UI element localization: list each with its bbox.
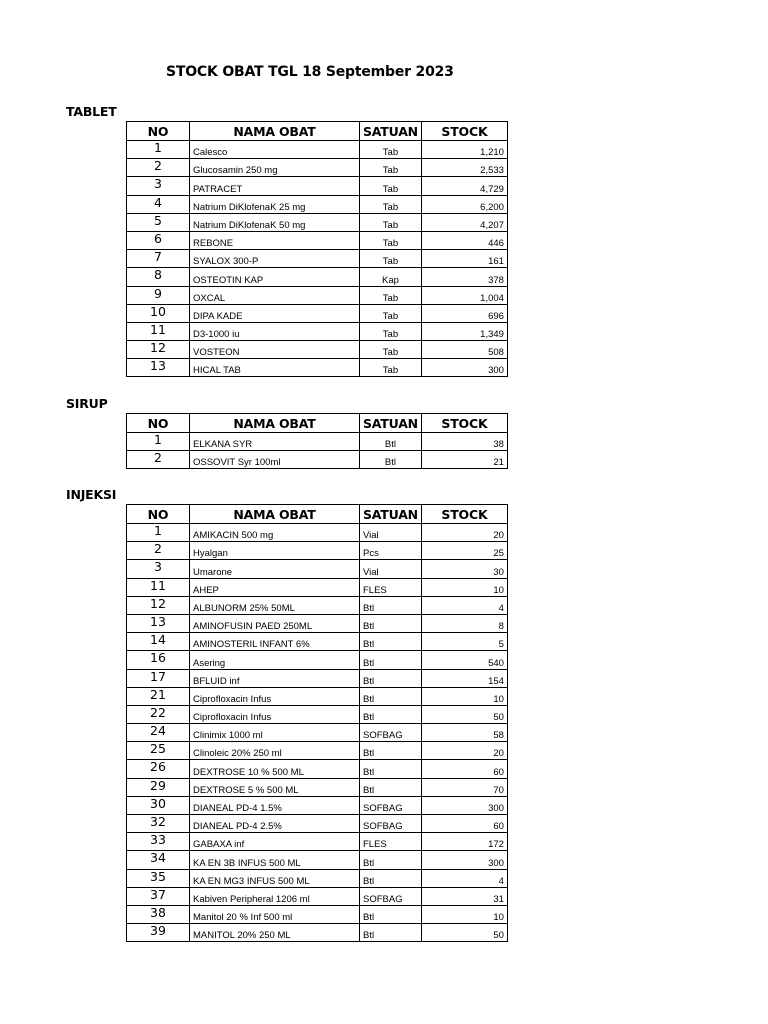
table-row	[127, 614, 508, 632]
cell-stock: 2,533	[421, 159, 507, 177]
cell-satuan: Tab	[360, 159, 422, 177]
cell-nama-obat: MANITOL 20% 250 ML	[190, 924, 360, 942]
cell-nama-obat: Natrium DiKlofenaK 25 mg	[190, 195, 360, 213]
cell-no: 2	[127, 542, 190, 560]
cell-satuan: Btl	[360, 651, 422, 669]
cell-satuan: SOFBAG	[360, 815, 422, 833]
cell-no: 21	[127, 687, 190, 705]
cell-stock: 8	[421, 614, 507, 632]
table-row	[127, 195, 508, 213]
table-row	[127, 341, 508, 359]
cell-satuan: Btl	[360, 596, 422, 614]
table-row	[127, 524, 508, 542]
cell-satuan: Btl	[360, 851, 422, 869]
table-row	[127, 177, 508, 195]
cell-nama-obat: D3-1000 iu	[190, 322, 360, 340]
cell-nama-obat: DIPA KADE	[190, 304, 360, 322]
cell-satuan: Tab	[360, 304, 422, 322]
cell-no: 1	[127, 524, 190, 542]
cell-no: 4	[127, 195, 190, 213]
cell-stock: 508	[421, 341, 507, 359]
cell-no: 11	[127, 578, 190, 596]
cell-nama-obat: Ciprofloxacin Infus	[190, 705, 360, 723]
table-row	[127, 286, 508, 304]
table-row	[127, 760, 508, 778]
cell-satuan: Btl	[360, 742, 422, 760]
header-no: NO	[127, 122, 190, 141]
cell-no: 7	[127, 250, 190, 268]
cell-satuan: SOFBAG	[360, 724, 422, 742]
cell-stock: 172	[421, 833, 507, 851]
cell-satuan: Tab	[360, 359, 422, 377]
cell-nama-obat: SYALOX 300-P	[190, 250, 360, 268]
cell-stock: 4	[421, 596, 507, 614]
cell-no: 8	[127, 268, 190, 286]
cell-satuan: FLES	[360, 578, 422, 596]
cell-nama-obat: BFLUID inf	[190, 669, 360, 687]
table-header-row	[127, 414, 508, 433]
table-row	[127, 250, 508, 268]
header-no: NO	[127, 414, 190, 433]
cell-stock: 540	[421, 651, 507, 669]
cell-nama-obat: ELKANA SYR	[190, 433, 360, 451]
cell-satuan: Tab	[360, 213, 422, 231]
cell-satuan: Pcs	[360, 542, 422, 560]
cell-satuan: Btl	[360, 869, 422, 887]
cell-stock: 161	[421, 250, 507, 268]
cell-stock: 446	[421, 231, 507, 249]
cell-satuan: Tab	[360, 341, 422, 359]
cell-no: 9	[127, 286, 190, 304]
section-label-sirup: SIRUP	[66, 396, 108, 411]
cell-satuan: Btl	[360, 905, 422, 923]
table-sirup	[126, 413, 508, 469]
cell-no: 13	[127, 359, 190, 377]
cell-nama-obat: Kabiven Peripheral 1206 ml	[190, 887, 360, 905]
cell-nama-obat: Natrium DiKlofenaK 50 mg	[190, 213, 360, 231]
cell-satuan: Tab	[360, 231, 422, 249]
table-row	[127, 433, 508, 451]
cell-satuan: SOFBAG	[360, 796, 422, 814]
cell-satuan: Btl	[360, 778, 422, 796]
cell-no: 3	[127, 177, 190, 195]
cell-satuan: Tab	[360, 286, 422, 304]
table-row	[127, 833, 508, 851]
table-row	[127, 687, 508, 705]
cell-stock: 60	[421, 760, 507, 778]
cell-no: 38	[127, 905, 190, 923]
cell-satuan: Btl	[360, 687, 422, 705]
table-body	[127, 433, 508, 469]
cell-no: 1	[127, 433, 190, 451]
section-label-injeksi: INJEKSI	[66, 487, 117, 502]
cell-satuan: Btl	[360, 614, 422, 632]
cell-no: 12	[127, 341, 190, 359]
table-row	[127, 796, 508, 814]
cell-nama-obat: Hyalgan	[190, 542, 360, 560]
cell-stock: 50	[421, 705, 507, 723]
cell-no: 11	[127, 322, 190, 340]
cell-nama-obat: DIANEAL PD-4 2.5%	[190, 815, 360, 833]
header-nama-obat: NAMA OBAT	[190, 505, 360, 524]
header-no: NO	[127, 505, 190, 524]
table-row	[127, 924, 508, 942]
header-nama-obat: NAMA OBAT	[190, 122, 360, 141]
cell-stock: 4,207	[421, 213, 507, 231]
cell-no: 25	[127, 742, 190, 760]
table-injeksi	[126, 504, 508, 942]
table-row	[127, 542, 508, 560]
cell-no: 29	[127, 778, 190, 796]
table-row	[127, 451, 508, 469]
cell-stock: 31	[421, 887, 507, 905]
cell-no: 5	[127, 213, 190, 231]
cell-no: 30	[127, 796, 190, 814]
table-row	[127, 742, 508, 760]
table-row	[127, 851, 508, 869]
cell-nama-obat: KA EN MG3 INFUS 500 ML	[190, 869, 360, 887]
cell-no: 33	[127, 833, 190, 851]
table-row	[127, 560, 508, 578]
cell-no: 12	[127, 596, 190, 614]
page-title: STOCK OBAT TGL 18 September 2023	[166, 64, 454, 80]
cell-stock: 60	[421, 815, 507, 833]
cell-stock: 20	[421, 742, 507, 760]
cell-stock: 30	[421, 560, 507, 578]
table-row	[127, 322, 508, 340]
cell-no: 13	[127, 614, 190, 632]
cell-no: 32	[127, 815, 190, 833]
table-row	[127, 705, 508, 723]
header-stock: STOCK	[421, 505, 507, 524]
cell-no: 22	[127, 705, 190, 723]
cell-no: 16	[127, 651, 190, 669]
cell-stock: 58	[421, 724, 507, 742]
table-row	[127, 887, 508, 905]
table-row	[127, 815, 508, 833]
cell-nama-obat: OSSOVIT Syr 100ml	[190, 451, 360, 469]
cell-satuan: Btl	[360, 433, 422, 451]
cell-stock: 50	[421, 924, 507, 942]
table-row	[127, 651, 508, 669]
cell-stock: 1,349	[421, 322, 507, 340]
cell-nama-obat: AMINOFUSIN PAED 250ML	[190, 614, 360, 632]
cell-nama-obat: PATRACET	[190, 177, 360, 195]
table-row	[127, 596, 508, 614]
cell-nama-obat: Calesco	[190, 141, 360, 159]
cell-satuan: Tab	[360, 141, 422, 159]
cell-stock: 20	[421, 524, 507, 542]
cell-satuan: Btl	[360, 924, 422, 942]
cell-stock: 5	[421, 633, 507, 651]
cell-no: 2	[127, 451, 190, 469]
cell-nama-obat: Asering	[190, 651, 360, 669]
cell-nama-obat: Clinimix 1000 ml	[190, 724, 360, 742]
cell-satuan: Tab	[360, 250, 422, 268]
cell-nama-obat: VOSTEON	[190, 341, 360, 359]
cell-satuan: Btl	[360, 669, 422, 687]
cell-stock: 4,729	[421, 177, 507, 195]
cell-stock: 10	[421, 687, 507, 705]
cell-stock: 154	[421, 669, 507, 687]
cell-satuan: Vial	[360, 524, 422, 542]
table-row	[127, 231, 508, 249]
section-label-tablet: TABLET	[66, 104, 117, 119]
cell-no: 26	[127, 760, 190, 778]
table-row	[127, 359, 508, 377]
cell-nama-obat: AMIKACIN 500 mg	[190, 524, 360, 542]
cell-satuan: FLES	[360, 833, 422, 851]
cell-nama-obat: DEXTROSE 10 % 500 ML	[190, 760, 360, 778]
header-satuan: SATUAN	[360, 414, 422, 433]
header-stock: STOCK	[421, 414, 507, 433]
cell-satuan: Btl	[360, 705, 422, 723]
cell-nama-obat: Ciprofloxacin Infus	[190, 687, 360, 705]
table-header-row	[127, 505, 508, 524]
cell-no: 39	[127, 924, 190, 942]
cell-no: 34	[127, 851, 190, 869]
cell-no: 1	[127, 141, 190, 159]
table-row	[127, 141, 508, 159]
table-row	[127, 304, 508, 322]
cell-no: 14	[127, 633, 190, 651]
cell-no: 2	[127, 159, 190, 177]
cell-satuan: Btl	[360, 633, 422, 651]
cell-stock: 4	[421, 869, 507, 887]
table-row	[127, 213, 508, 231]
cell-nama-obat: Manitol 20 % Inf 500 ml	[190, 905, 360, 923]
cell-no: 35	[127, 869, 190, 887]
cell-nama-obat: OXCAL	[190, 286, 360, 304]
cell-nama-obat: Umarone	[190, 560, 360, 578]
header-satuan: SATUAN	[360, 122, 422, 141]
cell-stock: 696	[421, 304, 507, 322]
cell-satuan: Tab	[360, 322, 422, 340]
cell-no: 10	[127, 304, 190, 322]
table-body	[127, 141, 508, 377]
cell-stock: 300	[421, 851, 507, 869]
cell-stock: 1,004	[421, 286, 507, 304]
table-header-row	[127, 122, 508, 141]
cell-stock: 300	[421, 359, 507, 377]
cell-no: 24	[127, 724, 190, 742]
cell-nama-obat: AHEP	[190, 578, 360, 596]
cell-stock: 21	[421, 451, 507, 469]
table-row	[127, 669, 508, 687]
cell-satuan: Btl	[360, 760, 422, 778]
cell-nama-obat: KA EN 3B INFUS 500 ML	[190, 851, 360, 869]
table-row	[127, 905, 508, 923]
cell-no: 17	[127, 669, 190, 687]
table-row	[127, 578, 508, 596]
cell-stock: 300	[421, 796, 507, 814]
table-row	[127, 268, 508, 286]
cell-satuan: Kap	[360, 268, 422, 286]
cell-stock: 70	[421, 778, 507, 796]
cell-stock: 1,210	[421, 141, 507, 159]
cell-stock: 378	[421, 268, 507, 286]
cell-nama-obat: DEXTROSE 5 % 500 ML	[190, 778, 360, 796]
cell-nama-obat: GABAXA inf	[190, 833, 360, 851]
cell-no: 3	[127, 560, 190, 578]
cell-stock: 6,200	[421, 195, 507, 213]
cell-satuan: Tab	[360, 195, 422, 213]
cell-nama-obat: Glucosamin 250 mg	[190, 159, 360, 177]
cell-satuan: Tab	[360, 177, 422, 195]
table-row	[127, 724, 508, 742]
cell-no: 6	[127, 231, 190, 249]
cell-stock: 10	[421, 578, 507, 596]
cell-stock: 10	[421, 905, 507, 923]
cell-nama-obat: REBONE	[190, 231, 360, 249]
cell-satuan: Vial	[360, 560, 422, 578]
header-nama-obat: NAMA OBAT	[190, 414, 360, 433]
header-stock: STOCK	[421, 122, 507, 141]
cell-nama-obat: ALBUNORM 25% 50ML	[190, 596, 360, 614]
table-tablet	[126, 121, 508, 377]
table-row	[127, 633, 508, 651]
cell-nama-obat: DIANEAL PD-4 1.5%	[190, 796, 360, 814]
cell-stock: 38	[421, 433, 507, 451]
table-body	[127, 524, 508, 942]
cell-nama-obat: AMINOSTERIL INFANT 6%	[190, 633, 360, 651]
cell-nama-obat: OSTEOTIN KAP	[190, 268, 360, 286]
table-row	[127, 159, 508, 177]
cell-no: 37	[127, 887, 190, 905]
cell-nama-obat: Clinoleic 20% 250 ml	[190, 742, 360, 760]
cell-satuan: Btl	[360, 451, 422, 469]
cell-stock: 25	[421, 542, 507, 560]
table-row	[127, 869, 508, 887]
cell-satuan: SOFBAG	[360, 887, 422, 905]
cell-nama-obat: HICAL TAB	[190, 359, 360, 377]
header-satuan: SATUAN	[360, 505, 422, 524]
table-row	[127, 778, 508, 796]
